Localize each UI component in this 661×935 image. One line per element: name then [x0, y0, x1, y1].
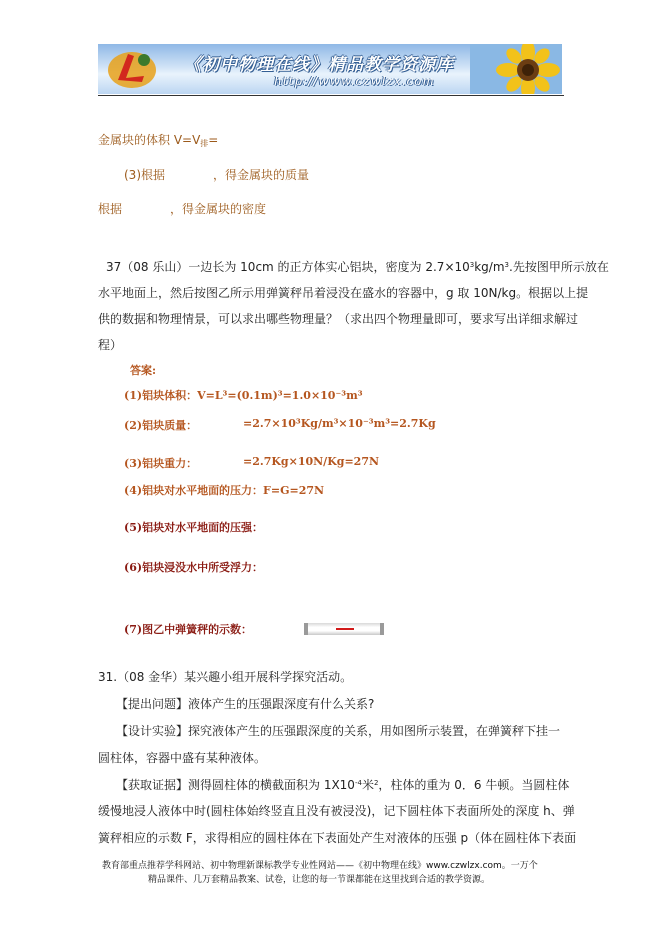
- density-line: 根据 ，得金属块的密度: [98, 202, 267, 216]
- q31-evidence-1: 【获取证据】测得圆柱体的横截面积为 $1X10^{-4}$米$^2$，柱体的重为 0．6 牛顿。当圆柱体: [116, 778, 570, 792]
- q37-line-1: 37（08 乐山）一边长为 10cm 的正方体实心铝块，密度为 $2.7\times 10^3kg/m^3$.先按图甲所示放在: [106, 260, 609, 274]
- footer-line-1: 教育部重点推荐学科网站、初中物理新课标教学专业性网站——《初中物理在线》www.czwlzx.com。一万个: [102, 861, 538, 871]
- footer-line-2: 精品课件、几万套精品教案、试卷，让您的每一节课都能在这里找到合适的教学资源。: [148, 875, 491, 885]
- banner-url: http://www.czwlzx.com: [274, 74, 435, 88]
- volume-line: 金属块的体积 $V=V_排=$: [98, 133, 219, 148]
- scale-pointer: [336, 628, 354, 630]
- q31-ask: 【提出问题】液体产生的压强跟深度有什么关系?: [116, 697, 375, 711]
- spring-scale-figure: [304, 623, 384, 635]
- q31-design-1: 【设计实验】探究液体产生的压强跟深度的关系，用如图所示装置，在弹簧秤下挂一: [116, 724, 561, 738]
- q37-line-3: 供的数据和物理情景，可以求出哪些物理量？（求出四个物理量即可，要求写出详细求解过: [98, 312, 579, 326]
- answer-1-volume: (1)铝块体积：V=L³=(0.1m)³=1.0×10⁻³m³: [124, 389, 363, 402]
- answer-3-value: =2.7Kg×10N/Kg=27N: [243, 455, 380, 468]
- banner-title: 《初中物理在线》精品教学资源库: [184, 55, 454, 75]
- answer-7-scale-reading: (7)图乙中弹簧秤的示数：: [124, 623, 253, 636]
- answer-2-label: (2)铝块质量：: [124, 419, 198, 432]
- answer-3-label: (3)铝块重力：: [124, 457, 198, 470]
- site-logo-icon: [104, 46, 160, 92]
- answer-6-buoyancy: (6)铝块浸没水中所受浮力：: [124, 561, 264, 574]
- q37-line-4: 程）: [98, 338, 123, 352]
- answer-4-pressure-force: (4)铝块对水平地面的压力：F=G=27N: [124, 484, 325, 497]
- header-banner: [98, 44, 562, 94]
- answer-2-value: =2.7×10³Kg/m³×10⁻³m³=2.7Kg: [243, 417, 436, 430]
- header-divider: [98, 95, 564, 96]
- q31-evidence-2: 缓慢地浸人液体中时(圆柱体始终竖直且没有被浸没)，记下圆柱体下表面所处的深度 h、弹: [98, 804, 575, 818]
- q31-design-2: 圆柱体，容器中盛有某种液体。: [98, 751, 267, 765]
- answer-5-pressure: (5)铝块对水平地面的压强：: [124, 521, 264, 534]
- sunflower-icon: [470, 44, 562, 94]
- q37-line-2: 水平地面上，然后按图乙所示用弹簧秤吊着浸没在盛水的容器中，g 取 10N/kg。根据以上提: [98, 286, 589, 300]
- q31-intro: 31.（08 金华）某兴趣小组开展科学探究活动。: [98, 670, 353, 684]
- answer-heading: 答案:: [130, 364, 157, 377]
- q31-evidence-3: 簧秤相应的示数 F，求得相应的圆柱体在下表面处产生对液体的压强 p（体在圆柱体下表面: [98, 831, 577, 845]
- mass-line: (3)根据 ，得金属块的质量: [124, 168, 309, 182]
